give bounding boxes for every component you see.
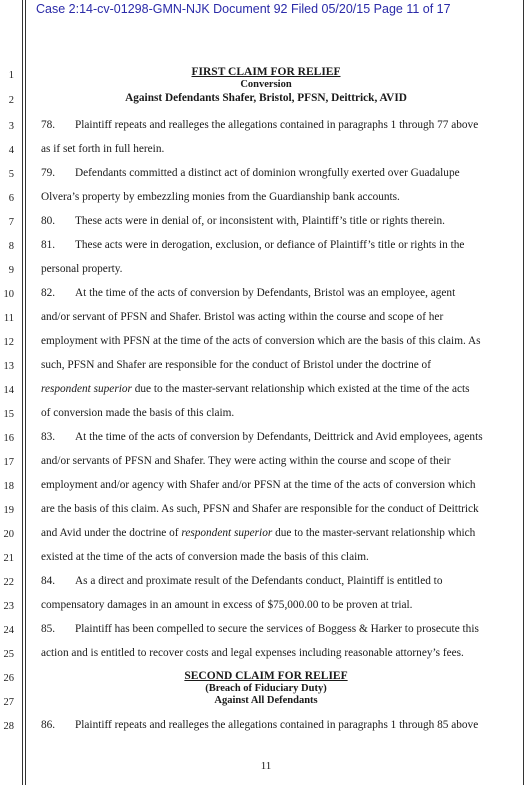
margin-rule-left-2 (25, 0, 26, 785)
line-number: 19 (3, 505, 14, 516)
line-number: 12 (3, 337, 14, 348)
margin-rule-left-1 (22, 0, 23, 785)
margin-rule-right (523, 0, 524, 785)
paragraph-82-line4: such, PFSN and Shafer are responsible for the conduct of Bristol under the doctrine of (41, 359, 431, 371)
line-number: 25 (3, 649, 14, 660)
line-number: 10 (3, 289, 14, 300)
paragraph-78-line1: 78. Plaintiff repeats and realleges the allegations contained in paragraphs 1 through 77 above (41, 119, 479, 131)
paragraph-83-line4: are the basis of this claim. As such, PFSN and Shafer are responsible for the conduct of Deittrick (41, 503, 479, 515)
line-number: 7 (8, 217, 14, 228)
line-number: 15 (3, 409, 14, 420)
paragraph-83-line3: employment and/or agency with Shafer and/or PFSN at the time of the acts of conversion which (41, 479, 476, 491)
line-number: 13 (3, 361, 14, 372)
line-number: 26 (3, 673, 14, 684)
line-number: 18 (3, 481, 14, 492)
line-number: 20 (3, 529, 14, 540)
claim2-against: Against All Defendants (214, 695, 318, 706)
line-number: 11 (3, 313, 14, 324)
claim1-title: FIRST CLAIM FOR RELIEF (191, 66, 341, 78)
paragraph-82-line6: of conversion made the basis of this claim. (41, 407, 235, 419)
paragraph-82-line2: and/or servant of PFSN and Shafer. Bristol was acting within the course and scope of her (41, 311, 444, 323)
paragraph-82-line5: respondent superior due to the master-servant relationship which existed at the time of the acts (41, 383, 470, 395)
paragraph-79-line1: 79. Defendants committed a distinct act of dominion wrongfully exerted over Guadalupe (41, 167, 460, 179)
line-number: 4 (8, 145, 14, 156)
paragraph-81-line2: personal property. (41, 263, 123, 275)
page-number: 11 (260, 760, 272, 772)
claim1-subtitle: Conversion (240, 79, 292, 90)
paragraph-83-line5: and Avid under the doctrine of respondent superior due to the master-servant relationship which (41, 527, 476, 539)
claim2-title: SECOND CLAIM FOR RELIEF (184, 670, 348, 682)
paragraph-83-line6: existed at the time of the acts of conversion made the basis of this claim. (41, 551, 369, 563)
line-number: 1 (8, 70, 14, 81)
paragraph-84-line2: compensatory damages in an amount in excess of $75,000.00 to be proven at trial. (41, 599, 413, 611)
case-header: Case 2:14-cv-01298-GMN-NJK Document 92 Filed 05/20/15 Page 11 of 17 (36, 2, 451, 16)
line-number: 17 (3, 457, 14, 468)
line-number: 28 (3, 721, 14, 732)
paragraph-85-line1: 85. Plaintiff has been compelled to secure the services of Boggess & Harker to prosecute this (41, 623, 479, 635)
claim1-against: Against Defendants Shafer, Bristol, PFSN, Deittrick, AVID (125, 92, 407, 104)
line-number: 23 (3, 601, 14, 612)
line-number: 21 (3, 553, 14, 564)
paragraph-78-line2: as if set forth in full herein. (41, 143, 165, 155)
line-number: 27 (3, 697, 14, 708)
paragraph-82-line1: 82. At the time of the acts of conversion by Defendants, Bristol was an employee, agent (41, 287, 456, 299)
paragraph-80-line1: 80. These acts were in denial of, or inconsistent with, Plaintiff’s title or rights therein. (41, 215, 445, 227)
line-number: 24 (3, 625, 14, 636)
line-number: 5 (8, 169, 14, 180)
line-number: 16 (3, 433, 14, 444)
paragraph-81-line1: 81. These acts were in derogation, exclusion, or defiance of Plaintiff’s title or rights in the (41, 239, 465, 251)
paragraph-79-line2: Olvera’s property by embezzling monies from the Guardianship bank accounts. (41, 191, 400, 203)
paragraph-85-line2: action and is entitled to recover costs and legal expenses including reasonable attorney’s fees. (41, 647, 464, 659)
paragraph-84-line1: 84. As a direct and proximate result of the Defendants conduct, Plaintiff is entitled to (41, 575, 443, 587)
paragraph-82-line3: employment with PFSN at the time of the acts of conversion which are the basis of this claim. As (41, 335, 481, 347)
line-number: 9 (8, 265, 14, 276)
claim2-subtitle: (Breach of Fiduciary Duty) (205, 683, 327, 694)
line-number: 22 (3, 577, 14, 588)
line-number: 14 (3, 385, 14, 396)
paragraph-83-line2: and/or servants of PFSN and Shafer. They were acting within the course and scope of their (41, 455, 451, 467)
line-number: 8 (8, 241, 14, 252)
line-number: 3 (8, 121, 14, 132)
paragraph-83-line1: 83. At the time of the acts of conversion by Defendants, Deittrick and Avid employees, agents (41, 431, 483, 443)
line-number: 2 (8, 95, 14, 106)
paragraph-86-line1: 86. Plaintiff repeats and realleges the allegations contained in paragraphs 1 through 85 above (41, 719, 479, 731)
line-number: 6 (8, 193, 14, 204)
